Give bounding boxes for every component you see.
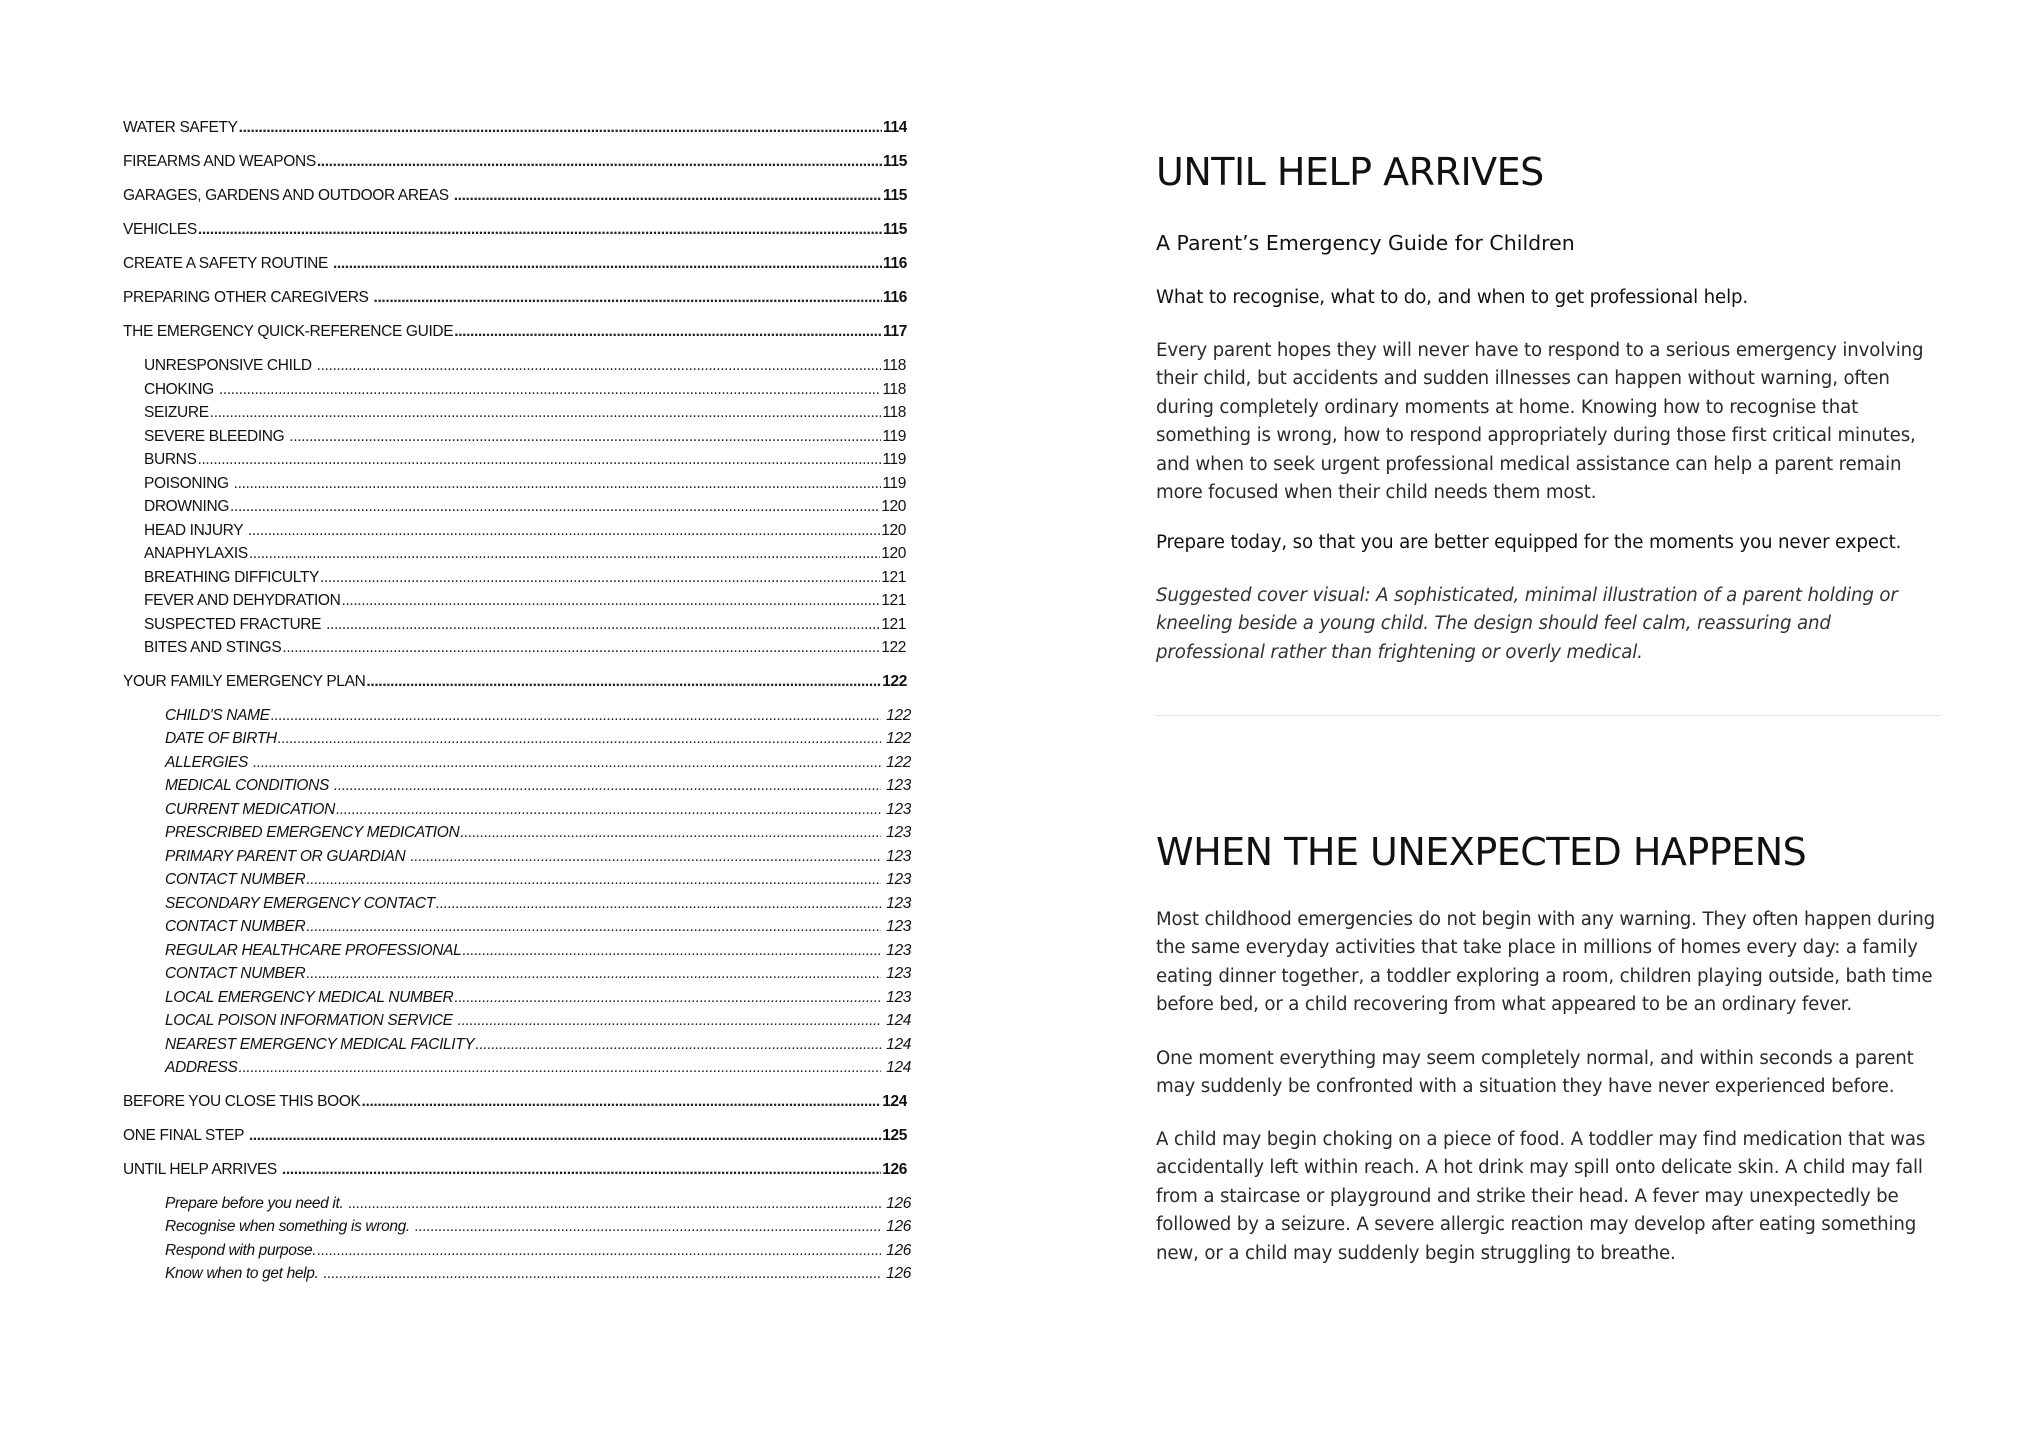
toc-entry (123, 1243, 911, 1267)
toc-entry (123, 405, 906, 429)
toc-entry-label: BITES AND STINGS (144, 640, 282, 656)
toc-page-number: 122 (881, 640, 906, 656)
toc-entry (123, 429, 906, 453)
toc-leader-dots (458, 1013, 882, 1029)
toc-leader-dots (239, 120, 882, 136)
toc-entry-label: BEFORE YOU CLOSE THIS BOOK (123, 1093, 361, 1110)
toc-entry-label: SUSPECTED FRACTURE (144, 616, 326, 633)
toc-entry-label: THE EMERGENCY QUICK-REFERENCE GUIDE (123, 324, 454, 340)
toc-page-number: 117 (883, 324, 907, 340)
toc-leader-dots (230, 499, 880, 515)
toc-page-number: 123 (882, 801, 911, 818)
toc-page-number: 122 (882, 707, 911, 724)
toc-entry (123, 919, 911, 943)
toc-entry (123, 640, 906, 664)
book-subtitle: A Parent’s Emergency Guide for Children (1156, 231, 1575, 255)
toc-page-number: 126 (882, 1195, 911, 1212)
toc-leader-dots (239, 1060, 882, 1076)
toc-leader-dots (415, 1219, 881, 1235)
closing-line: Prepare today, so that you are better equipped for the moments you never expect. (1156, 532, 1902, 553)
toc-entry-label: CONTACT NUMBER (165, 872, 306, 888)
toc-entry (123, 872, 911, 896)
toc-page-number: 119 (882, 452, 906, 468)
toc-entry (123, 1219, 911, 1243)
toc-entry (123, 222, 907, 256)
toc-leader-dots (306, 966, 881, 982)
toc-entry-label: UNRESPONSIVE CHILD (144, 358, 316, 374)
toc-entry-label: UNTIL HELP ARRIVES (123, 1161, 281, 1178)
toc-page-number: 124 (882, 1013, 911, 1029)
toc-entry (123, 476, 906, 500)
toc-entry (123, 1060, 911, 1084)
toc-entry-label: ALLERGIES (165, 754, 252, 771)
toc-page-number: 116 (883, 290, 907, 306)
toc-entry-label: REGULAR HEALTHCARE PROFESSIONAL (165, 942, 462, 959)
toc-page-number: 123 (882, 919, 911, 935)
toc-entry (123, 593, 906, 617)
toc-page-number: 123 (882, 848, 911, 865)
paragraph-1: Most childhood emergencies do not begin with any warning. They often happen during the same everyday activities that take place in millions of homes every day: a family eating dinner together, a toddler exploring a room, children playing outside, bath time before bed, or a child recovering from what appeared to be an ordinary fever. (1156, 909, 1935, 1016)
toc-page-number: 119 (882, 475, 906, 492)
toc-entry-label: CHILD'S NAME (165, 707, 270, 724)
toc-leader-dots (317, 154, 882, 170)
toc-entry-label: FEVER AND DEHYDRATION (144, 593, 341, 609)
toc-entry (123, 778, 911, 802)
toc-entry (123, 290, 907, 324)
toc-entry-label: WATER SAFETY (123, 120, 238, 136)
table-of-contents (123, 120, 911, 1300)
toc-entry-label: SEIZURE (144, 405, 209, 421)
toc-page-number: 124 (882, 1093, 907, 1110)
toc-entry-label: HEAD INJURY (144, 522, 247, 539)
toc-leader-dots (282, 1162, 881, 1178)
paragraph-2: One moment everything may seem completely normal, and within seconds a parent may suddenly be confronted with a situation they have never experienced before. (1156, 1048, 1914, 1098)
toc-entry-label: PRESCRIBED EMERGENCY MEDICATION (165, 825, 460, 841)
toc-page-number: 126 (882, 1242, 911, 1259)
toc-leader-dots (374, 290, 883, 306)
toc-page-number: 123 (882, 895, 911, 912)
toc-page-number: 116 (883, 256, 907, 272)
toc-entry (123, 825, 911, 849)
toc-leader-dots (348, 1196, 881, 1212)
toc-page-number: 121 (881, 569, 906, 586)
toc-entry (123, 546, 906, 570)
toc-entry (123, 570, 906, 594)
toc-entry (123, 708, 911, 732)
toc-entry-label: ANAPHYLAXIS (144, 546, 248, 562)
toc-page-number: 114 (883, 120, 907, 136)
toc-entry (123, 943, 911, 967)
toc-entry-label: PREPARING OTHER CAREGIVERS (123, 290, 373, 306)
toc-page-number: 124 (882, 1060, 911, 1076)
toc-page-number: 120 (881, 499, 906, 515)
toc-entry (123, 188, 907, 222)
toc-leader-dots (454, 324, 882, 340)
toc-page-number: 122 (882, 731, 911, 747)
toc-entry (123, 358, 906, 382)
toc-leader-dots (198, 452, 882, 468)
toc-page-number: 126 (882, 1266, 911, 1282)
toc-entry (123, 617, 906, 641)
toc-page-number: 118 (882, 381, 906, 398)
toc-page-number: 126 (882, 1219, 911, 1235)
toc-entry-label: BREATHING DIFFICULTY (144, 569, 319, 586)
toc-leader-dots (198, 222, 882, 238)
toc-leader-dots (234, 476, 882, 492)
toc-entry-label: NEAREST EMERGENCY MEDICAL FACILITY (165, 1036, 475, 1053)
toc-entry (123, 966, 911, 990)
toc-page-number: 121 (881, 593, 906, 609)
toc-leader-dots (333, 256, 882, 272)
toc-leader-dots (323, 1266, 881, 1282)
toc-leader-dots (462, 943, 881, 959)
toc-leader-dots (306, 872, 881, 888)
toc-entry-label: LOCAL POISON INFORMATION SERVICE (165, 1013, 457, 1029)
toc-entry (123, 1162, 907, 1196)
cover-visual-note: Suggested cover visual: A sophisticated, minimal illustration of a parent holding or kneeling beside a young child. The design should feel calm, reassuring and professional rather than frightening or overly medical. (1156, 585, 1898, 663)
toc-entry-label: CREATE A SAFETY ROUTINE (123, 256, 332, 272)
toc-leader-dots (282, 640, 880, 656)
toc-entry (123, 256, 907, 290)
toc-entry (123, 731, 911, 755)
toc-leader-dots (326, 617, 880, 633)
toc-page-number: 120 (881, 546, 906, 562)
toc-leader-dots (320, 570, 880, 586)
toc-entry-label: SEVERE BLEEDING (144, 428, 289, 445)
toc-page-number: 123 (882, 942, 911, 959)
paragraph-3: A child may begin choking on a piece of food. A toddler may find medication that was accidentally left within reach. A hot drink may spill onto delicate skin. A child may fall from a staircase or playground and strike their head. A fever may unexpectedly be followed by a seizure. A severe allergic reaction may develop after eating something new, or a child may suddenly begin struggling to breathe. (1156, 1129, 1926, 1264)
toc-entry-label: Know when to get help. (165, 1266, 323, 1282)
toc-leader-dots (334, 778, 881, 794)
toc-leader-dots (475, 1037, 881, 1053)
toc-leader-dots (317, 1243, 881, 1259)
section-divider (1156, 715, 1940, 716)
toc-entry (123, 452, 906, 476)
toc-entry-label: GARAGES, GARDENS AND OUTDOOR AREAS (123, 188, 453, 204)
toc-entry (123, 755, 911, 779)
toc-leader-dots (306, 919, 881, 935)
intro-paragraph: Every parent hopes they will never have to respond to a serious emergency involving their child, but accidents and sudden illnesses can happen without warning, often during completely ordinary moments at home. Knowing how to recognise that something is wrong, how to respond appropriately during those first critical minutes, and when to seek urgent professional medical assistance can help a parent remain more focused when their child needs them most. (1156, 340, 1924, 504)
toc-entry (123, 990, 911, 1014)
toc-entry-label: DROWNING (144, 499, 230, 515)
toc-leader-dots (454, 990, 881, 1006)
toc-entry (123, 1094, 907, 1128)
toc-entry-label: Prepare before you need it. (165, 1195, 348, 1212)
toc-entry (123, 154, 907, 188)
toc-leader-dots (271, 708, 882, 724)
toc-leader-dots (460, 825, 881, 841)
toc-entry (123, 1128, 907, 1162)
toc-entry (123, 1013, 911, 1037)
toc-page-number: 124 (882, 1036, 911, 1053)
toc-leader-dots (249, 546, 880, 562)
toc-entry-label: CHOKING (144, 381, 218, 398)
toc-leader-dots (454, 188, 882, 204)
toc-leader-dots (278, 731, 882, 747)
toc-page-number: 123 (882, 989, 911, 1006)
toc-page-number: 126 (882, 1161, 907, 1178)
toc-page-number: 125 (882, 1127, 907, 1144)
toc-page-number: 123 (882, 825, 911, 841)
toc-entry (123, 523, 906, 547)
toc-entry-label: POISONING (144, 475, 233, 492)
toc-entry-label: MEDICAL CONDITIONS (165, 778, 333, 794)
toc-entry (123, 1037, 911, 1061)
toc-entry-label: CURRENT MEDICATION (165, 801, 335, 818)
toc-entry (123, 1196, 911, 1220)
toc-leader-dots (249, 1128, 881, 1144)
toc-leader-dots (366, 674, 881, 690)
section-title-when-unexpected-happens: WHEN THE UNEXPECTED HAPPENS (1156, 830, 1807, 874)
toc-page-number: 122 (882, 754, 911, 771)
toc-page-number: 120 (881, 522, 906, 539)
toc-entry (123, 896, 911, 920)
toc-entry-label: CONTACT NUMBER (165, 966, 306, 982)
toc-page-number: 123 (882, 778, 911, 794)
toc-entry-label: PRIMARY PARENT OR GUARDIAN (165, 848, 410, 865)
toc-entry-label: VEHICLES (123, 222, 197, 238)
toc-page-number: 123 (882, 872, 911, 888)
toc-entry-label: ONE FINAL STEP (123, 1127, 248, 1144)
toc-leader-dots (289, 429, 881, 445)
toc-entry-label: FIREARMS AND WEAPONS (123, 154, 316, 170)
toc-page-number: 118 (882, 405, 906, 421)
toc-page-number: 123 (882, 966, 911, 982)
toc-page-number: 121 (881, 616, 906, 633)
toc-page-number: 119 (882, 428, 906, 445)
toc-leader-dots (341, 593, 880, 609)
toc-page-number: 115 (883, 222, 907, 238)
tagline: What to recognise, what to do, and when to get professional help. (1156, 287, 1749, 308)
toc-leader-dots (410, 849, 881, 865)
toc-entry (123, 324, 907, 358)
toc-leader-dots (436, 896, 881, 912)
toc-page-number: 115 (883, 188, 907, 204)
toc-entry-label: BURNS (144, 452, 197, 468)
toc-leader-dots (317, 358, 882, 374)
toc-entry-label: Recognise when something is wrong. (165, 1219, 414, 1235)
toc-entry (123, 802, 911, 826)
toc-entry (123, 674, 907, 708)
toc-leader-dots (210, 405, 882, 421)
toc-page-number: 115 (883, 154, 907, 170)
toc-entry-label: SECONDARY EMERGENCY CONTACT (165, 895, 435, 912)
toc-entry (123, 499, 906, 523)
toc-entry (123, 120, 907, 154)
toc-entry (123, 849, 911, 873)
toc-page-number: 122 (882, 673, 907, 690)
toc-entry-label: LOCAL EMERGENCY MEDICAL NUMBER (165, 989, 454, 1006)
section-title-until-help-arrives: UNTIL HELP ARRIVES (1156, 150, 1544, 194)
toc-page-number: 118 (882, 358, 906, 374)
toc-entry (123, 1266, 911, 1290)
toc-entry-label: CONTACT NUMBER (165, 919, 306, 935)
toc-leader-dots (253, 755, 881, 771)
toc-entry-label: DATE OF BIRTH (165, 731, 277, 747)
toc-entry-label: YOUR FAMILY EMERGENCY PLAN (123, 673, 366, 690)
toc-leader-dots (362, 1094, 882, 1110)
toc-leader-dots (336, 802, 881, 818)
toc-entry-label: Respond with purpose. (165, 1242, 317, 1259)
toc-leader-dots (219, 382, 881, 398)
toc-leader-dots (248, 523, 880, 539)
toc-entry-label: ADDRESS (165, 1060, 238, 1076)
toc-entry (123, 382, 906, 406)
